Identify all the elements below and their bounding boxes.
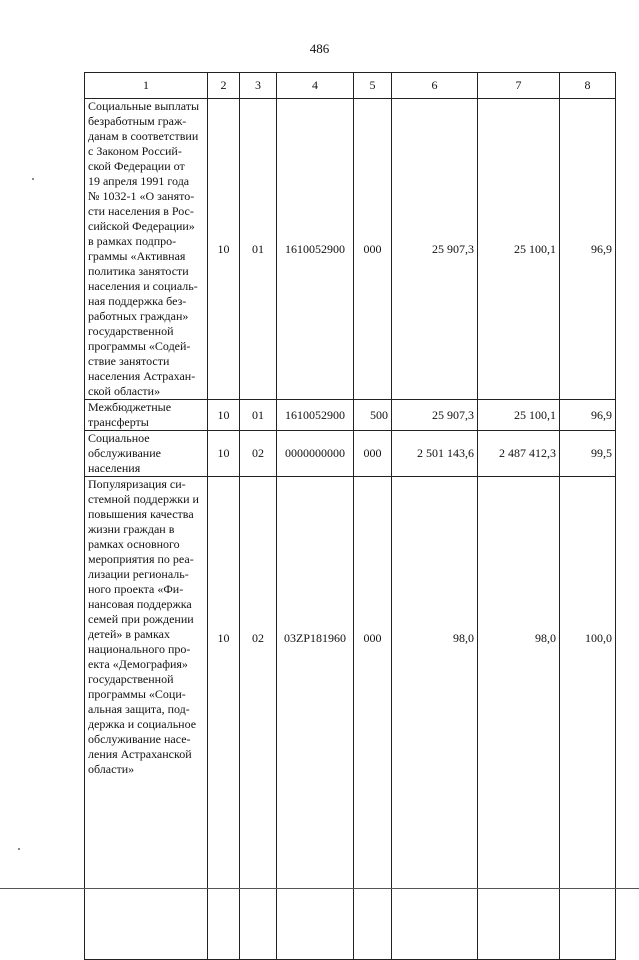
page-number: 486 (309, 41, 330, 56)
execution-percent: 96,9 (560, 99, 616, 400)
execution-percent: 100,0 (560, 477, 616, 960)
actual-amount: 98,0 (478, 477, 560, 960)
row-name-line: области» (88, 762, 135, 776)
header-col-3: 3 (240, 73, 277, 99)
subsection-code: 01 (240, 99, 277, 400)
planned-amount: 25 907,3 (392, 400, 478, 431)
table-row (85, 400, 616, 431)
table-row (85, 99, 616, 400)
row-name-line: государственной (88, 672, 174, 686)
row-name-line: ного проекта «Фи- (88, 582, 184, 596)
row-name-line: сти населения в Рос- (88, 204, 194, 218)
row-name-line: ствие занятости (88, 354, 170, 368)
target-article-code: 1610052900 (277, 99, 354, 400)
scan-edge-line (0, 888, 639, 889)
row-name-line: в рамках подпро- (88, 234, 177, 248)
row-name-line: населения и социаль- (88, 279, 198, 293)
section-code: 10 (208, 400, 240, 431)
actual-amount: 2 487 412,3 (478, 431, 560, 477)
row-name-line: Социальные выплаты (88, 99, 200, 113)
row-name-line: населения Астрахан- (88, 369, 196, 383)
row-name (88, 431, 204, 476)
header-col-1: 1 (85, 73, 208, 99)
section-code: 10 (208, 477, 240, 960)
row-name (88, 477, 204, 777)
row-name-line: ской области» (88, 384, 161, 398)
row-name-line: екта «Демография» (88, 657, 188, 671)
header-col-6: 6 (392, 73, 478, 99)
section-code: 10 (208, 431, 240, 477)
row-name-line: политика занятости (88, 264, 189, 278)
row-name-line: Популяризация си- (88, 477, 186, 491)
row-name (88, 400, 204, 430)
row-name-line: ления Астраханской (88, 747, 192, 761)
header-col-8: 8 (560, 73, 616, 99)
header-col-4: 4 (277, 73, 354, 99)
row-name-line: данам в соответствии (88, 129, 199, 143)
row-name-line: альная защита, под- (88, 702, 190, 716)
subsection-code: 01 (240, 400, 277, 431)
target-article-code: 03ZP181960 (277, 477, 354, 960)
row-name-line: повышения качества (88, 507, 194, 521)
scan-speck (18, 848, 20, 850)
row-name-line: обслуживание насе- (88, 732, 191, 746)
row-name-line: мероприятия по реа- (88, 552, 194, 566)
execution-percent: 99,5 (560, 431, 616, 477)
header-col-5: 5 (354, 73, 392, 99)
row-name-line: Межбюджетные (88, 400, 172, 414)
scan-speck (32, 178, 34, 180)
row-name-line: жизни граждан в (88, 522, 175, 536)
planned-amount: 25 907,3 (392, 99, 478, 400)
row-name-line: безработным граж- (88, 114, 187, 128)
row-name (88, 99, 204, 399)
row-name-line: лизации региональ- (88, 567, 189, 581)
subsection-code: 02 (240, 477, 277, 960)
row-name-line: 19 апреля 1991 года (88, 174, 190, 188)
row-name-line: населения (88, 461, 141, 475)
section-code: 10 (208, 99, 240, 400)
row-name-line: стемной поддержки и (88, 492, 199, 506)
table-row (85, 431, 616, 477)
budget-table (84, 72, 616, 960)
row-name-line: обслуживание (88, 446, 161, 460)
row-name-line: программы «Содей- (88, 339, 191, 353)
row-name-line: № 1032-1 «О занято- (88, 189, 195, 203)
target-article-code: 0000000000 (277, 431, 354, 477)
row-name-line: Социальное (88, 431, 150, 445)
expense-type-code: 000 (354, 477, 392, 960)
header-col-7: 7 (478, 73, 560, 99)
row-name-line: трансферты (88, 415, 149, 429)
row-name-line: граммы «Активная (88, 249, 186, 263)
row-name-cell (85, 400, 208, 431)
row-name-line: нансовая поддержка (88, 597, 192, 611)
actual-amount: 25 100,1 (478, 400, 560, 431)
expense-type-code: 500 (354, 400, 392, 431)
header-col-2: 2 (208, 73, 240, 99)
row-name-line: держка и социальное (88, 717, 197, 731)
subsection-code: 02 (240, 431, 277, 477)
row-name-line: ской Федерации от (88, 159, 185, 173)
planned-amount: 2 501 143,6 (392, 431, 478, 477)
row-name-line: с Законом Россий- (88, 144, 182, 158)
row-name-cell (85, 99, 208, 400)
target-article-code: 1610052900 (277, 400, 354, 431)
row-name-cell (85, 431, 208, 477)
row-name-line: национального про- (88, 642, 191, 656)
row-name-line: рамках основного (88, 537, 180, 551)
row-name-line: ная поддержка без- (88, 294, 187, 308)
expense-type-code: 000 (354, 431, 392, 477)
row-name-line: сийской Федерации» (88, 219, 195, 233)
row-name-line: работных граждан» (88, 309, 189, 323)
actual-amount: 25 100,1 (478, 99, 560, 400)
row-name-line: семей при рождении (88, 612, 194, 626)
row-name-line: государственной (88, 324, 174, 338)
row-name-line: детей» в рамках (88, 627, 170, 641)
expense-type-code: 000 (354, 99, 392, 400)
row-name-line: программы «Соци- (88, 687, 186, 701)
planned-amount: 98,0 (392, 477, 478, 960)
execution-percent: 96,9 (560, 400, 616, 431)
header-row (85, 73, 616, 99)
